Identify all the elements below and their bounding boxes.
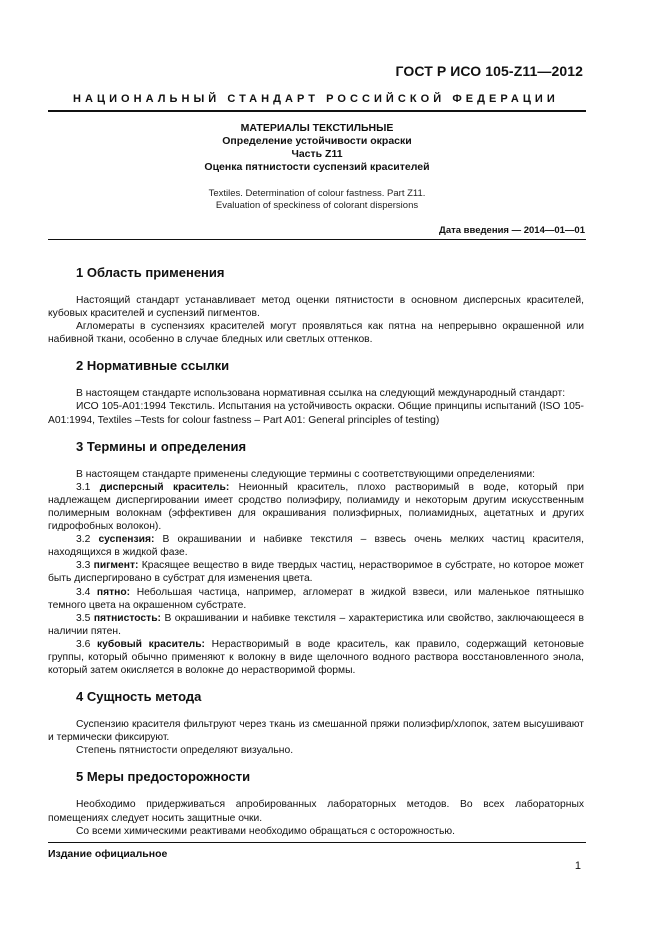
term-definition [48, 559, 584, 585]
page-number: 1 [574, 860, 581, 872]
section-4 [48, 689, 584, 757]
title-block [48, 122, 586, 212]
term-text: Нерастворимый в воде краситель, как правило, содержащий кетоновые группы, который обычно применяют к волокну в виде щелочного водного раствора восстановленного энола, который затем окисляется в волокне до нерастворимой формы. [48, 638, 584, 677]
paragraph: В настоящем стандарте использована нормативная ссылка на следующий международный стандарт: [76, 388, 566, 400]
title-line-2: Определение устойчивости окраски [222, 135, 412, 147]
term-text: Небольшая частица, например, агломерат в жидкой взвеси, или маленькое пятнышко темного цвета на окрашенном субстрате. [48, 586, 584, 611]
section-1 [48, 265, 584, 346]
term-definition [48, 638, 584, 677]
paragraph: Суспензию красителя фильтруют через ткань из смешанной пряжи полиэфир/хлопок, затем высушивают и термически фиксируют. [48, 719, 584, 744]
title-english-1: Textiles. Determination of colour fastness. Part Z11. [208, 188, 426, 199]
paragraph: Агломераты в суспензиях красителей могут проявляться как пятна на непрерывно окрашенной или набивной ткани, особенно в случае бледных или светлых оттенков. [48, 321, 584, 346]
term-text: Неионный краситель, плохо растворимый в воде, который при надлежащем диспергировании имеет сродство полиэфиру, полиамиду и некоторым другим искусственным полимерным волокнам (эффективен для окрашивания полиэфирных, полиамидных, ацетатных и других гидрофобных волокон). [48, 481, 584, 533]
paragraph: В настоящем стандарте применены следующие термины с соответствующими определениями: [76, 468, 536, 480]
header-divider [48, 110, 586, 112]
paragraph: Степень пятнистости определяют визуально. [76, 745, 294, 757]
section-3 [48, 439, 584, 678]
official-edition: Издание официальное [48, 848, 168, 860]
section-heading: 4 Сущность метода [76, 689, 202, 705]
term-name: пятнистость: [93, 612, 161, 624]
section-heading: 1 Область применения [76, 265, 225, 280]
term-text: В окрашивании и набивке текстиля – взвесь очень мелких частиц красителя, находящихся в жидкой фазе. [48, 534, 584, 559]
date-divider [48, 239, 586, 240]
introduction-date: Дата введения — 2014—01—01 [439, 225, 585, 236]
term-definition [48, 612, 584, 638]
title-line-4: Оценка пятнистости суспензий красителей [204, 161, 430, 173]
term-number: 3.6 [76, 638, 91, 650]
term-definition [48, 481, 584, 533]
term-name: кубовый краситель: [97, 638, 205, 650]
term-definition [48, 586, 584, 612]
term-definition [48, 533, 584, 559]
section-heading: 5 Меры предосторожности [76, 769, 251, 785]
standard-code: ГОСТ Р ИСО 105-Z11—2012 [395, 63, 583, 79]
section-heading: 2 Нормативные ссылки [76, 358, 230, 374]
paragraph: Необходимо придерживаться апробированных лабораторных методов. Во всех лабораторных помещениях следует носить защитные очки. [48, 799, 584, 824]
term-number: 3.4 [76, 586, 91, 598]
term-number: 3.5 [76, 612, 91, 624]
section-heading: 3 Термины и определения [76, 438, 247, 454]
term-number: 3.1 [76, 481, 91, 493]
term-number: 3.3 [76, 560, 91, 572]
title-line-1: МАТЕРИАЛЫ ТЕКСТИЛЬНЫЕ [240, 122, 394, 134]
title-english-2: Evaluation of speckiness of colorant dispersions [215, 200, 419, 211]
term-text: Красящее вещество в виде твердых частиц, нерастворимое в субстрате, но которое может быть диспергировано в субстрат для изменения цвета. [48, 560, 584, 585]
paragraph: Со всеми химическими реактивами необходимо обращаться с осторожностью. [76, 825, 455, 837]
term-name: пятно: [96, 586, 131, 598]
term-name: суспензия: [98, 534, 155, 546]
section-2 [48, 358, 584, 426]
term-text: В окрашивании и набивке текстиля – характеристика или свойство, заключающееся в наличии пятен. [48, 612, 584, 637]
title-line-3: Часть Z11 [291, 148, 343, 160]
paragraph: ИСО 105-А01:1994 Текстиль. Испытания на устойчивость окраски. Общие принципы испытаний (ISO 105-A01:1994, Textiles –Tests for colour fastness – Part A01: General principles of testing) [48, 401, 584, 426]
term-name: пигмент: [93, 560, 139, 572]
paragraph: Настоящий стандарт устанавливает метод оценки пятнистости в основном дисперсных красителей, кубовых красителей и суспензий пигментов. [48, 295, 584, 320]
term-number: 3.2 [76, 534, 91, 546]
national-standard-banner: НАЦИОНАЛЬНЫЙ СТАНДАРТ РОССИЙСКОЙ ФЕДЕРАЦИИ [73, 93, 559, 105]
section-5 [48, 769, 584, 837]
term-name: дисперсный краситель: [99, 481, 230, 493]
document-body [48, 265, 584, 838]
footer-divider [48, 842, 586, 843]
